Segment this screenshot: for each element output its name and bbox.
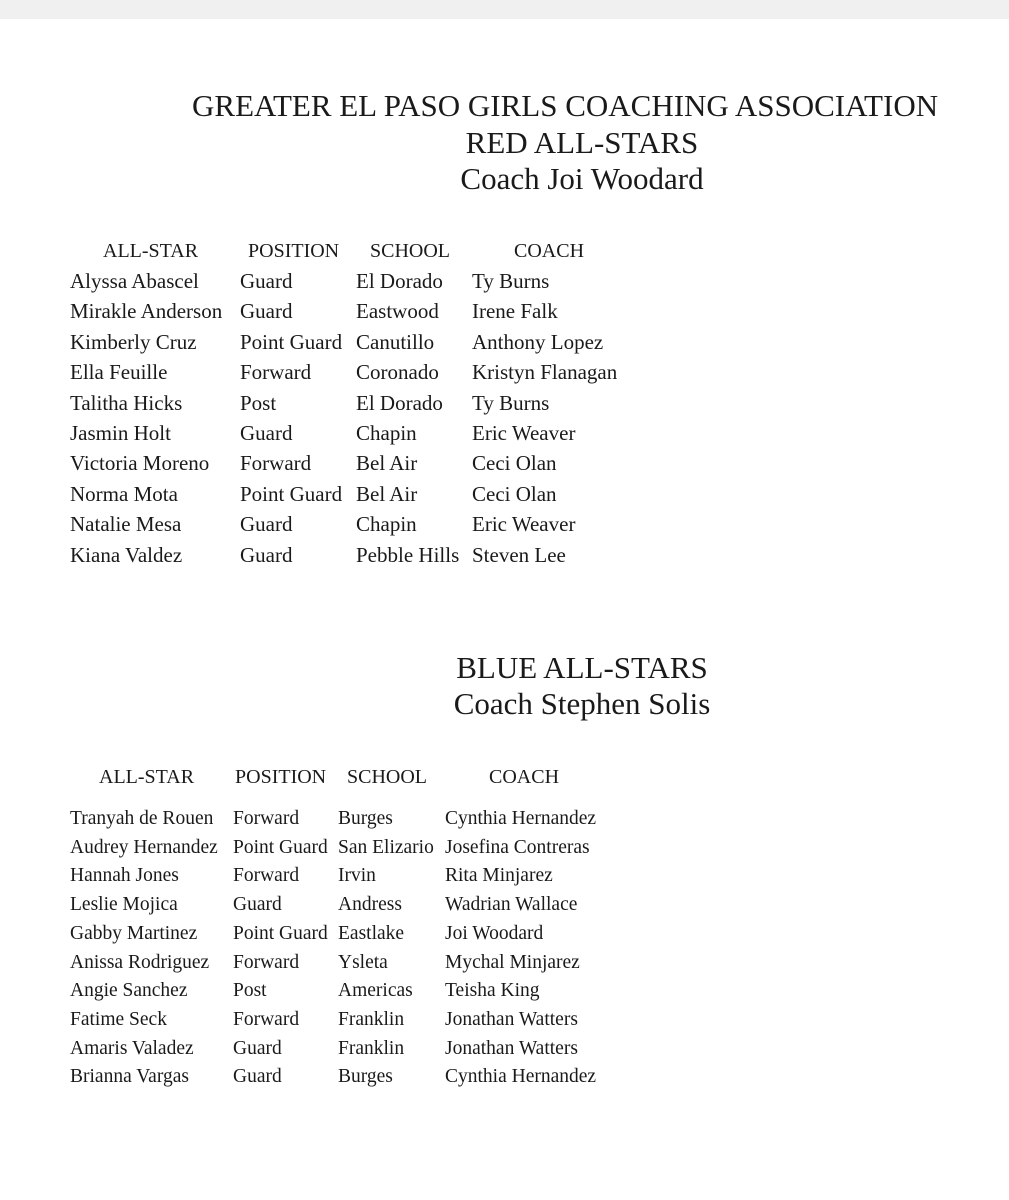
blue-team-coach: Coach Stephen Solis: [453, 686, 711, 721]
cell-allstar: Kiana Valdez: [70, 542, 183, 567]
cell-school: Burges: [338, 1066, 393, 1088]
cell-allstar: Leslie Mojica: [70, 894, 178, 916]
cell-allstar: Kimberly Cruz: [70, 329, 197, 354]
cell-school: Ysleta: [338, 951, 388, 973]
cell-school: Coronado: [356, 360, 439, 385]
cell-coach: Wadrian Wallace: [445, 894, 578, 916]
cell-coach: Joi Woodard: [445, 922, 544, 944]
cell-allstar: Jasmin Holt: [70, 421, 171, 445]
cell-coach: Jonathan Watters: [445, 1037, 578, 1059]
blue-header-allstar: ALL-STAR: [99, 766, 195, 788]
cell-position: Forward: [233, 1008, 300, 1030]
cell-school: Franklin: [338, 1008, 405, 1030]
cell-coach: Kristyn Flanagan: [472, 360, 618, 385]
cell-school: Andress: [338, 894, 402, 916]
cell-school: Eastlake: [338, 922, 405, 944]
cell-school: Franklin: [338, 1037, 405, 1059]
cell-position: Post: [240, 390, 277, 415]
cell-allstar: Brianna Vargas: [70, 1066, 189, 1088]
cell-coach: Mychal Minjarez: [445, 951, 580, 973]
cell-position: Forward: [233, 865, 300, 887]
cell-position: Point Guard: [240, 329, 343, 354]
red-header-position: POSITION: [248, 240, 340, 262]
cell-coach: Cynthia Hernandez: [445, 808, 597, 829]
cell-school: Bel Air: [356, 451, 418, 476]
red-team-title: RED ALL-STARS: [465, 125, 699, 160]
red-header-coach: COACH: [514, 240, 585, 262]
cell-coach: Jonathan Watters: [445, 1008, 578, 1030]
cell-allstar: Victoria Moreno: [70, 451, 210, 476]
cell-allstar: Amaris Valadez: [70, 1037, 194, 1059]
cell-position: Guard: [233, 1066, 282, 1088]
blue-header-coach: COACH: [489, 766, 560, 788]
cell-allstar: Talitha Hicks: [70, 390, 183, 415]
cell-school: Eastwood: [356, 299, 439, 324]
cell-position: Forward: [233, 808, 300, 829]
cell-school: El Dorado: [356, 269, 443, 293]
cell-coach: Eric Weaver: [472, 512, 576, 537]
cell-position: Point Guard: [240, 481, 343, 506]
cell-school: Irvin: [338, 865, 376, 887]
cell-coach: Eric Weaver: [472, 421, 576, 445]
cell-position: Guard: [233, 1037, 282, 1059]
cell-position: Point Guard: [233, 922, 328, 944]
cell-coach: Steven Lee: [472, 542, 566, 567]
cell-allstar: Natalie Mesa: [70, 512, 182, 537]
cell-position: Guard: [233, 894, 282, 916]
cell-coach: Ceci Olan: [472, 451, 557, 476]
cell-coach: Rita Minjarez: [445, 865, 553, 887]
cell-school: Americas: [338, 980, 413, 1002]
cell-position: Guard: [240, 512, 293, 537]
cell-school: Chapin: [356, 421, 417, 445]
cell-school: Chapin: [356, 512, 417, 537]
cell-coach: Irene Falk: [472, 299, 558, 324]
blue-header-school: SCHOOL: [347, 766, 428, 788]
cell-allstar: Gabby Martinez: [70, 922, 198, 944]
cell-position: Point Guard: [233, 836, 328, 858]
cell-position: Guard: [240, 421, 293, 445]
red-header-allstar: ALL-STAR: [103, 240, 199, 262]
association-title: GREATER EL PASO GIRLS COACHING ASSOCIATION: [192, 88, 939, 123]
cell-allstar: Mirakle Anderson: [70, 299, 223, 324]
cell-school: Canutillo: [356, 329, 435, 354]
cell-allstar: Ella Feuille: [70, 360, 168, 385]
cell-coach: Teisha King: [445, 980, 540, 1002]
cell-coach: Cynthia Hernandez: [445, 1066, 597, 1088]
cell-allstar: Angie Sanchez: [70, 980, 188, 1002]
cell-coach: Ty Burns: [472, 390, 550, 415]
red-header-school: SCHOOL: [370, 240, 451, 262]
cell-coach: Josefina Contreras: [445, 836, 590, 858]
cell-school: El Dorado: [356, 390, 443, 415]
blue-header-position: POSITION: [235, 766, 327, 788]
blue-team-title: BLUE ALL-STARS: [456, 650, 708, 685]
cell-coach: Ceci Olan: [472, 481, 557, 506]
cell-coach: Ty Burns: [472, 269, 550, 293]
cell-position: Forward: [240, 451, 312, 476]
cell-position: Post: [233, 980, 267, 1002]
cell-allstar: Alyssa Abascel: [70, 269, 199, 293]
cell-position: Guard: [240, 299, 293, 324]
cell-allstar: Audrey Hernandez: [70, 836, 218, 858]
cell-school: Burges: [338, 808, 393, 829]
cell-school: Bel Air: [356, 481, 418, 506]
cell-allstar: Tranyah de Rouen: [70, 808, 214, 829]
cell-school: Pebble Hills: [356, 542, 460, 567]
cell-allstar: Hannah Jones: [70, 865, 179, 887]
cell-position: Forward: [233, 951, 300, 973]
cell-position: Forward: [240, 360, 312, 385]
cell-school: San Elizario: [338, 836, 434, 858]
cell-position: Guard: [240, 542, 293, 567]
cell-allstar: Anissa Rodriguez: [70, 951, 210, 973]
cell-allstar: Norma Mota: [70, 481, 178, 506]
red-team-coach: Coach Joi Woodard: [460, 161, 704, 196]
cell-coach: Anthony Lopez: [472, 329, 604, 354]
cell-position: Guard: [240, 269, 293, 293]
cell-allstar: Fatime Seck: [70, 1008, 167, 1030]
